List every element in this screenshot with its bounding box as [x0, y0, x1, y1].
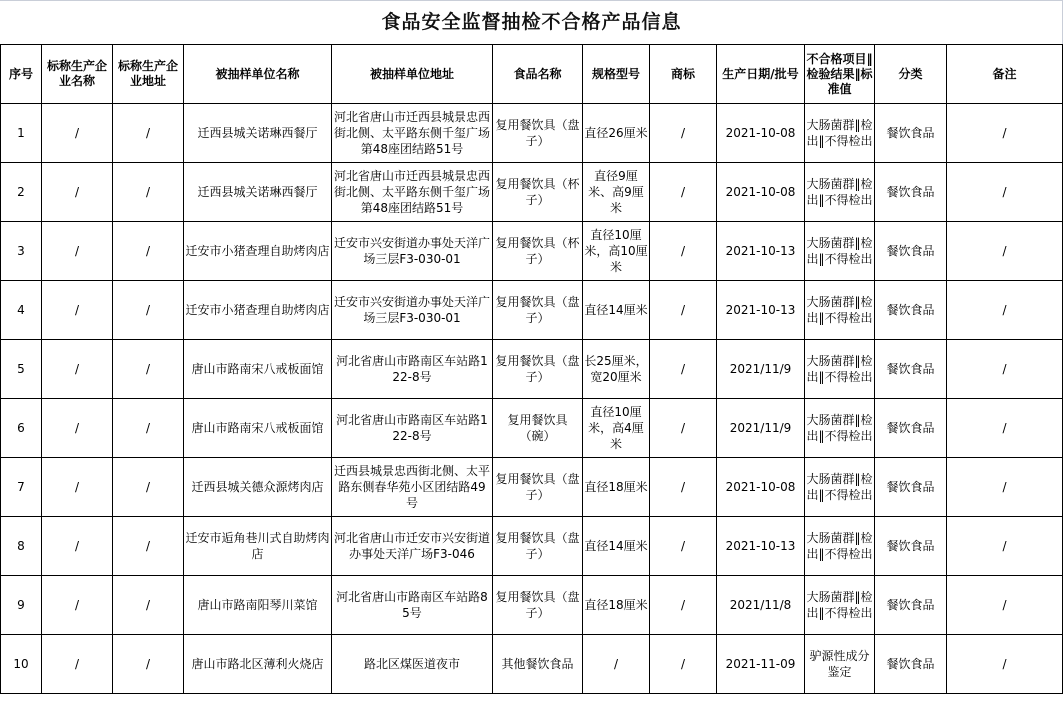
cell-unit-addr: 河北省唐山市路南区车站路85号 [332, 576, 493, 635]
cell-category: 餐饮食品 [875, 517, 947, 576]
header-row [1, 45, 1063, 104]
cell-mfr-addr: / [113, 399, 184, 458]
cell-spec: 直径10厘米，高4厘米 [583, 399, 650, 458]
cell-mfr-addr: / [113, 576, 184, 635]
table-row [1, 104, 1063, 163]
cell-unit-name: 迁西县城关德众源烤肉店 [184, 458, 332, 517]
cell-category: 餐饮食品 [875, 104, 947, 163]
cell-note: / [947, 517, 1063, 576]
cell-spec: 长25厘米，宽20厘米 [583, 340, 650, 399]
table-row [1, 281, 1063, 340]
col-header-note: 备注 [947, 45, 1063, 104]
cell-note: / [947, 281, 1063, 340]
cell-mfr-addr: / [113, 104, 184, 163]
cell-food: 复用餐饮具（杯子） [493, 222, 583, 281]
cell-food: 复用餐饮具（盘子） [493, 517, 583, 576]
cell-item: 大肠菌群‖检出‖不得检出 [805, 517, 875, 576]
cell-item: 大肠菌群‖检出‖不得检出 [805, 399, 875, 458]
cell-unit-name: 唐山市路南阳琴川菜馆 [184, 576, 332, 635]
cell-date: 2021-10-08 [717, 458, 805, 517]
cell-brand: / [650, 222, 717, 281]
col-header-no: 序号 [1, 45, 42, 104]
cell-date: 2021/11/9 [717, 340, 805, 399]
cell-no: 4 [1, 281, 42, 340]
cell-brand: / [650, 399, 717, 458]
cell-mfr-name: / [42, 399, 113, 458]
cell-item: 大肠菌群‖检出‖不得检出 [805, 576, 875, 635]
cell-item: 大肠菌群‖检出‖不得检出 [805, 222, 875, 281]
cell-unit-name: 迁安市逅角巷川式自助烤肉店 [184, 517, 332, 576]
cell-mfr-addr: / [113, 340, 184, 399]
cell-mfr-addr: / [113, 635, 184, 694]
cell-item: 驴源性成分鉴定 [805, 635, 875, 694]
cell-no: 6 [1, 399, 42, 458]
col-header-food: 食品名称 [493, 45, 583, 104]
table-row [1, 399, 1063, 458]
cell-unit-addr: 迁安市兴安街道办事处天洋广场三层F3-030-01 [332, 222, 493, 281]
cell-date: 2021-10-13 [717, 517, 805, 576]
col-header-category: 分类 [875, 45, 947, 104]
cell-category: 餐饮食品 [875, 163, 947, 222]
cell-unit-name: 迁安市小猪查理自助烤肉店 [184, 281, 332, 340]
cell-mfr-name: / [42, 281, 113, 340]
cell-unit-addr: 河北省唐山市迁西县城景忠西街北侧、太平路东侧千玺广场第48座团结路51号 [332, 104, 493, 163]
cell-brand: / [650, 458, 717, 517]
cell-brand: / [650, 517, 717, 576]
cell-food: 复用餐饮具（盘子） [493, 340, 583, 399]
cell-item: 大肠菌群‖检出‖不得检出 [805, 163, 875, 222]
cell-item: 大肠菌群‖检出‖不得检出 [805, 458, 875, 517]
table-row [1, 458, 1063, 517]
cell-no: 3 [1, 222, 42, 281]
col-header-item: 不合格项目‖检验结果‖标准值 [805, 45, 875, 104]
cell-unit-addr: 河北省唐山市路南区车站路122-8号 [332, 399, 493, 458]
cell-brand: / [650, 104, 717, 163]
cell-date: 2021-10-08 [717, 163, 805, 222]
cell-mfr-addr: / [113, 517, 184, 576]
cell-date: 2021-10-08 [717, 104, 805, 163]
table-row [1, 163, 1063, 222]
nonconforming-products-table [0, 44, 1063, 694]
cell-food: 复用餐饮具（盘子） [493, 281, 583, 340]
cell-spec: 直径10厘米，高10厘米 [583, 222, 650, 281]
cell-unit-addr: 路北区煤医道夜市 [332, 635, 493, 694]
cell-food: 复用餐饮具（碗） [493, 399, 583, 458]
cell-unit-name: 唐山市路北区薄利火烧店 [184, 635, 332, 694]
cell-category: 餐饮食品 [875, 635, 947, 694]
col-header-unit-addr: 被抽样单位地址 [332, 45, 493, 104]
cell-spec: / [583, 635, 650, 694]
cell-brand: / [650, 163, 717, 222]
cell-food: 复用餐饮具（盘子） [493, 104, 583, 163]
col-header-mfr-name: 标称生产企业名称 [42, 45, 113, 104]
cell-spec: 直径14厘米 [583, 517, 650, 576]
cell-unit-name: 迁西县城关诺琳西餐厅 [184, 163, 332, 222]
cell-brand: / [650, 340, 717, 399]
cell-mfr-addr: / [113, 163, 184, 222]
cell-mfr-name: / [42, 163, 113, 222]
cell-category: 餐饮食品 [875, 458, 947, 517]
table-row [1, 576, 1063, 635]
cell-no: 7 [1, 458, 42, 517]
cell-mfr-name: / [42, 635, 113, 694]
cell-unit-addr: 河北省唐山市迁安市兴安街道办事处天洋广场F3-046 [332, 517, 493, 576]
cell-mfr-addr: / [113, 222, 184, 281]
cell-brand: / [650, 281, 717, 340]
cell-no: 8 [1, 517, 42, 576]
col-header-date: 生产日期/批号 [717, 45, 805, 104]
cell-mfr-addr: / [113, 281, 184, 340]
page-title: 食品安全监督抽检不合格产品信息 [381, 11, 682, 33]
col-header-unit-name: 被抽样单位名称 [184, 45, 332, 104]
cell-unit-addr: 河北省唐山市迁西县城景忠西街北侧、太平路东侧千玺广场第48座团结路51号 [332, 163, 493, 222]
cell-no: 10 [1, 635, 42, 694]
cell-item: 大肠菌群‖检出‖不得检出 [805, 104, 875, 163]
cell-note: / [947, 163, 1063, 222]
cell-unit-addr: 迁西县城景忠西街北侧、太平路东侧春华苑小区团结路49号 [332, 458, 493, 517]
cell-mfr-addr: / [113, 458, 184, 517]
cell-no: 1 [1, 104, 42, 163]
col-header-mfr-addr: 标称生产企业地址 [113, 45, 184, 104]
cell-category: 餐饮食品 [875, 281, 947, 340]
cell-no: 5 [1, 340, 42, 399]
cell-date: 2021/11/8 [717, 576, 805, 635]
cell-note: / [947, 458, 1063, 517]
cell-no: 9 [1, 576, 42, 635]
cell-spec: 直径26厘米 [583, 104, 650, 163]
col-header-brand: 商标 [650, 45, 717, 104]
cell-date: 2021-10-13 [717, 222, 805, 281]
cell-food: 复用餐饮具（杯子） [493, 163, 583, 222]
cell-mfr-name: / [42, 517, 113, 576]
cell-date: 2021-10-13 [717, 281, 805, 340]
cell-spec: 直径18厘米 [583, 458, 650, 517]
table-row [1, 340, 1063, 399]
cell-unit-name: 唐山市路南宋八戒板面馆 [184, 340, 332, 399]
cell-mfr-name: / [42, 576, 113, 635]
cell-note: / [947, 399, 1063, 458]
table-row [1, 517, 1063, 576]
cell-item: 大肠菌群‖检出‖不得检出 [805, 340, 875, 399]
cell-food: 其他餐饮食品 [493, 635, 583, 694]
cell-food: 复用餐饮具（盘子） [493, 458, 583, 517]
cell-item: 大肠菌群‖检出‖不得检出 [805, 281, 875, 340]
cell-note: / [947, 104, 1063, 163]
cell-mfr-name: / [42, 458, 113, 517]
cell-note: / [947, 635, 1063, 694]
cell-note: / [947, 222, 1063, 281]
cell-food: 复用餐饮具（盘子） [493, 576, 583, 635]
cell-no: 2 [1, 163, 42, 222]
cell-unit-name: 迁西县城关诺琳西餐厅 [184, 104, 332, 163]
cell-brand: / [650, 635, 717, 694]
cell-mfr-name: / [42, 340, 113, 399]
cell-mfr-name: / [42, 104, 113, 163]
cell-category: 餐饮食品 [875, 222, 947, 281]
cell-note: / [947, 340, 1063, 399]
cell-spec: 直径9厘米、高9厘米 [583, 163, 650, 222]
cell-date: 2021-11-09 [717, 635, 805, 694]
cell-unit-name: 唐山市路南宋八戒板面馆 [184, 399, 332, 458]
cell-spec: 直径14厘米 [583, 281, 650, 340]
table-row [1, 635, 1063, 694]
table-row [1, 222, 1063, 281]
cell-date: 2021/11/9 [717, 399, 805, 458]
cell-unit-addr: 河北省唐山市路南区车站路122-8号 [332, 340, 493, 399]
cell-category: 餐饮食品 [875, 576, 947, 635]
cell-mfr-name: / [42, 222, 113, 281]
cell-unit-name: 迁安市小猪查理自助烤肉店 [184, 222, 332, 281]
col-header-spec: 规格型号 [583, 45, 650, 104]
cell-note: / [947, 576, 1063, 635]
cell-brand: / [650, 576, 717, 635]
cell-category: 餐饮食品 [875, 340, 947, 399]
cell-category: 餐饮食品 [875, 399, 947, 458]
cell-spec: 直径18厘米 [583, 576, 650, 635]
cell-unit-addr: 迁安市兴安街道办事处天洋广场三层F3-030-01 [332, 281, 493, 340]
